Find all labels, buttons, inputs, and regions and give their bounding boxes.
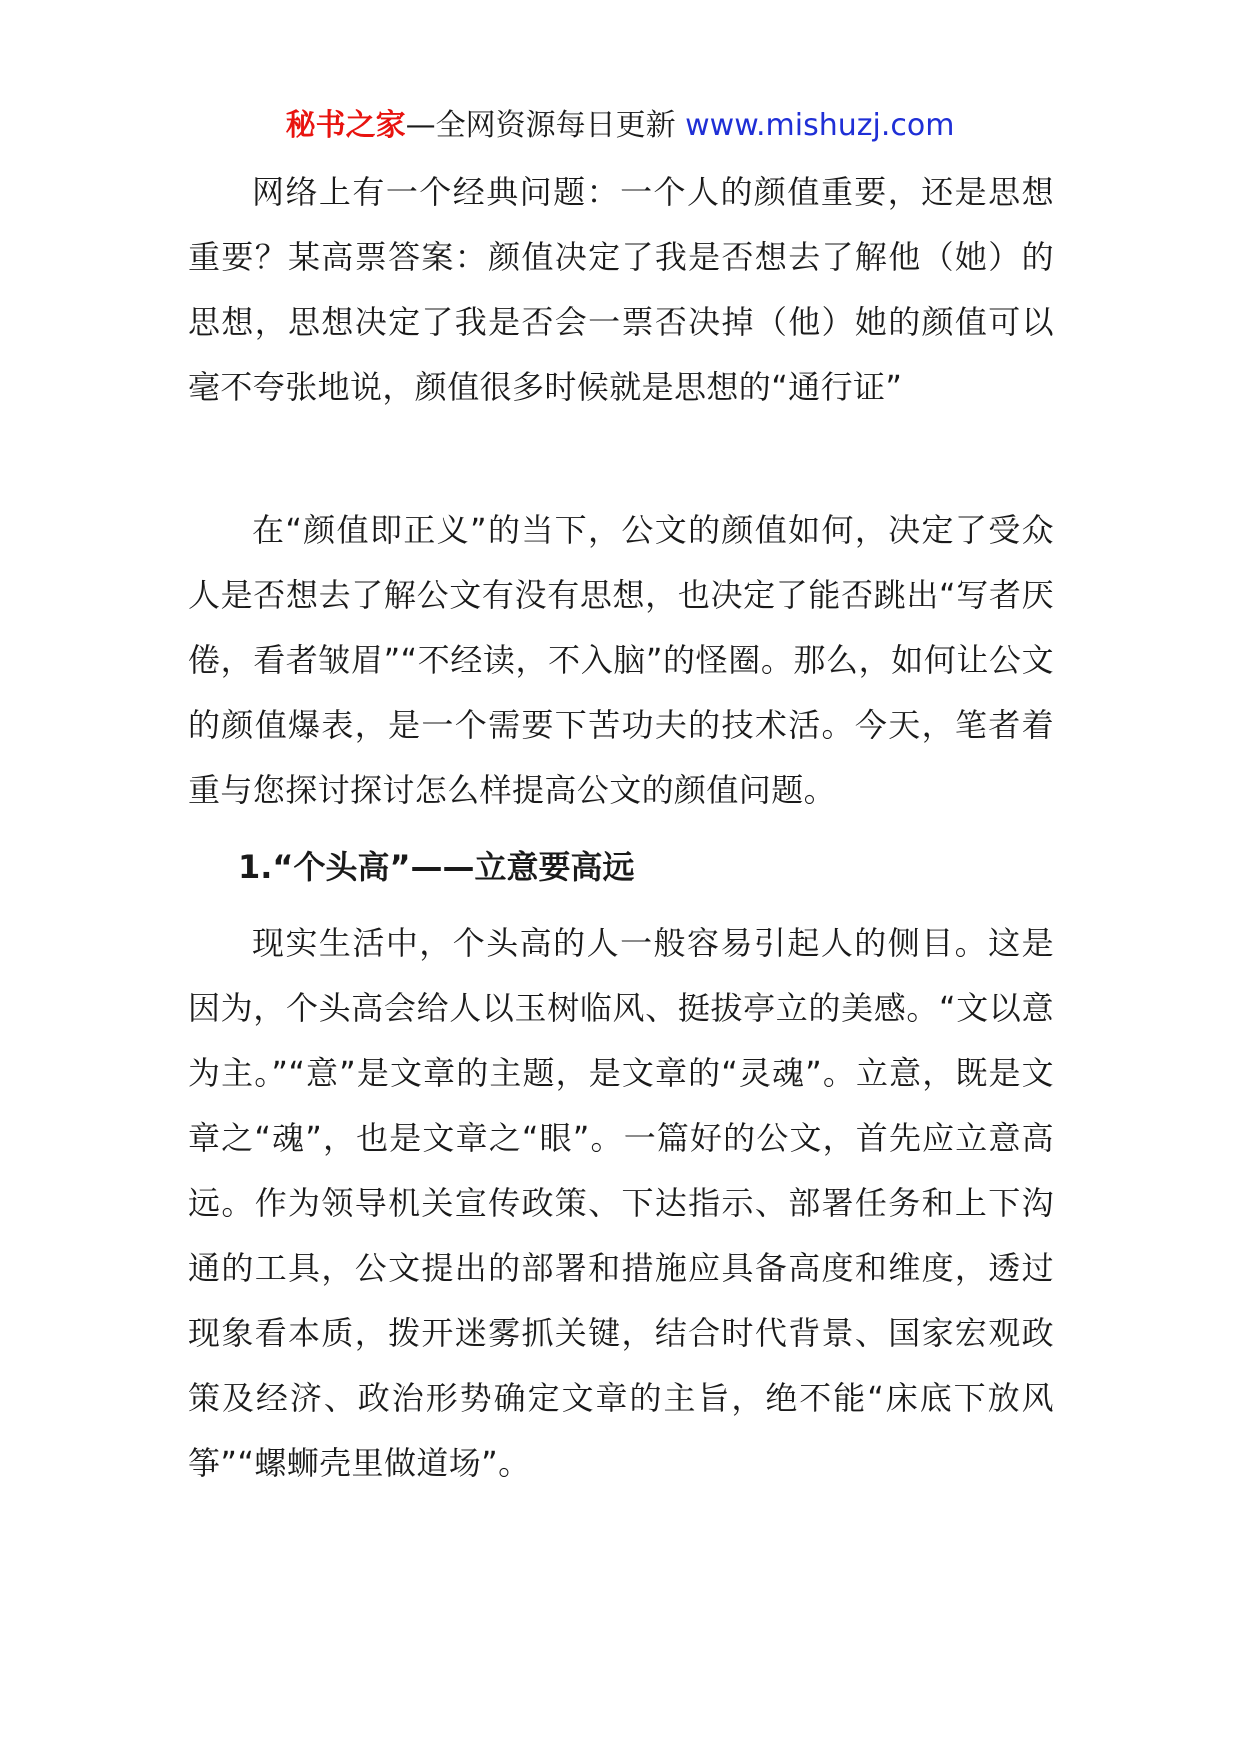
website-url: www.mishuzj.com [685,108,955,143]
section-heading-1: 1.“个头高”——立意要高远 [238,848,635,886]
brand-name: 秘书之家 [285,108,406,143]
document-body [188,160,1054,1496]
header-tagline: —全网资源每日更新 [405,108,686,143]
paragraph-intro: 网络上有一个经典问题：一个人的颜值重要，还是思想重要？某高票答案：颜值决定了我是否想去了解他（她）的思想，思想决定了我是否会一票否决掉（他）她的颜值可以毫不夸张地说，颜值很多时候就是思想的“通行证” [188,173,1054,406]
page-header [0,104,1240,148]
paragraph-section-1: 现实生活中，个头高的人一般容易引起人的侧目。这是因为，个头高会给人以玉树临风、挺拔亭立的美感。“文以意为主。”“意”是文章的主题，是文章的“灵魂”。立意，既是文章之“魂”，也是文章之“眼”。一篇好的公文，首先应立意高远。作为领导机关宣传政策、下达指示、部署任务和上下沟通的工具，公文提出的部署和措施应具备高度和维度，透过现象看本质，拨开迷雾抓关键，结合时代背景、国家宏观政策及经济、政治形势确定文章的主旨，绝不能“床底下放风筝”“螺蛳壳里做道场”。 [188,924,1054,1482]
paragraph-spacer [188,420,1054,498]
paragraph-topic: 在“颜值即正义”的当下，公文的颜值如何，决定了受众人是否想去了解公文有没有思想，也决定了能否跳出“写者厌倦，看者皱眉”“不经读，不入脑”的怪圈。那么，如何让公文的颜值爆表，是一个需要下苦功夫的技术活。今天，笔者着重与您探讨探讨怎么样提高公文的颜值问题。 [188,511,1054,809]
